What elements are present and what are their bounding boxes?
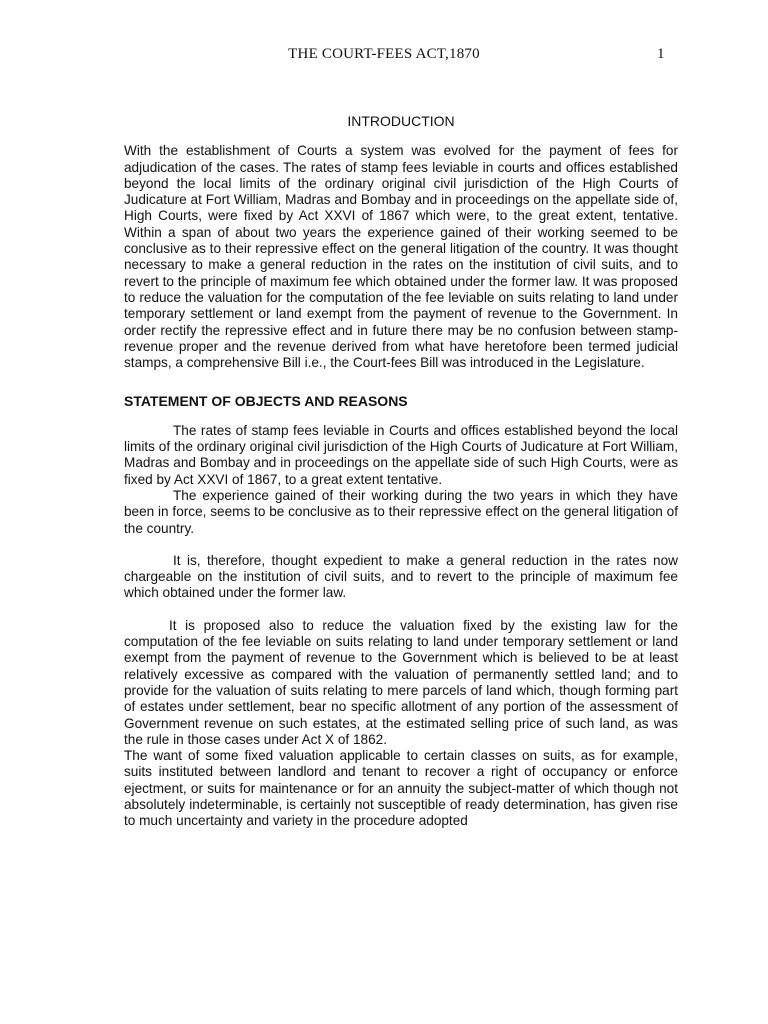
- page-number: 1: [657, 46, 665, 62]
- statement-paragraph-2: The experience gained of their working during the two years in which they have been in force, seems to be conclusive as to their repressive effect on the general litigation of the country.: [124, 487, 678, 536]
- introduction-heading: INTRODUCTION: [347, 113, 455, 129]
- introduction-paragraph: With the establishment of Courts a system was evolved for the payment of fees for adjudication of the cases. The rates of stamp fees leviable in courts and offices established beyond the local limits of the ordinary original civil jurisdiction of the High Courts of Judicature at Fort William, Madras and Bombay and in proceedings on the appellate side of, High Courts, were fixed by Act XXVI of 1867 which were, to the great extent, tentative. Within a span of about two years the experience gained of their working seemed to be conclusive as to their repressive effect on the general litigation of the country. It was thought necessary to make a general reduction in the rates on the institution of civil suits, and to revert to the principle of maximum fee which obtained under the former law. It was proposed to reduce the valuation for the computation of the fee leviable on suits relating to land under temporary settlement or land exempt from the payment of revenue to the Government. In order rectify the repressive effect and in future there may be no confusion between stamp-revenue proper and the revenue derived from what have heretofore been termed judicial stamps, a comprehensive Bill i.e., the Court-fees Bill was introduced in the Legislature.: [124, 143, 678, 371]
- statement-paragraph-4: It is proposed also to reduce the valuation fixed by the existing law for the computation of the fee leviable on suits relating to land under temporary settlement or land exempt from the payment of revenue to the Government which is believed to be at least relatively excessive as compared with the valuation of permanently settled land; and to provide for the valuation of suits relating to mere parcels of land which, though forming part of estates under settlement, bear no specific allotment of any portion of the assessment of Government revenue on such estates, at the estimated selling price of such land, as was the rule in those cases under Act X of 1862.: [124, 617, 678, 747]
- statement-heading: STATEMENT OF OBJECTS AND REASONS: [124, 393, 408, 410]
- statement-paragraph-3: It is, therefore, thought expedient to make a general reduction in the rates now chargeable on the institution of civil suits, and to revert to the principle of maximum fee which obtained under the former law.: [124, 552, 678, 601]
- running-title: THE COURT-FEES ACT,1870: [288, 46, 480, 62]
- statement-paragraph-5: The want of some fixed valuation applicable to certain classes on suits, as for example, suits instituted between landlord and tenant to recover a right of occupancy or enforce ejectment, or suits for maintenance or for an annuity the subject-matter of which though not absolutely indeterminable, is certainly not susceptible of ready determination, has given rise to much uncertainty and variety in the procedure adopted: [124, 748, 678, 829]
- document-body: [124, 113, 678, 830]
- statement-paragraph-1: The rates of stamp fees leviable in Courts and offices established beyond the local limits of the ordinary original civil jurisdiction of the High Courts of Judicature at Fort William, Madras and Bombay and in proceedings on the appellate side of such High Courts, were as fixed by Act XXVI of 1867, to a great extent tentative.: [124, 422, 678, 487]
